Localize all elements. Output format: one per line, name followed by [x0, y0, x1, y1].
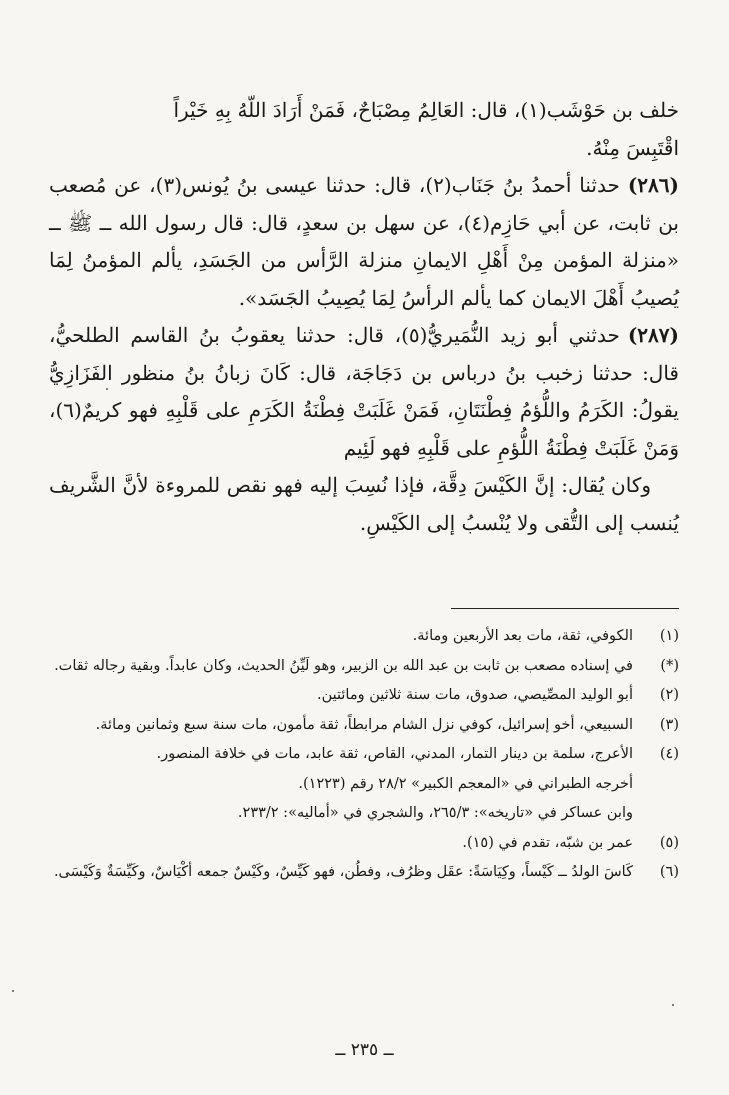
footnote [51, 711, 679, 741]
footnote [51, 622, 679, 652]
footnote-body [51, 740, 633, 829]
footnote-number: (٥) [659, 834, 679, 851]
footnotes [51, 622, 679, 888]
footnote-number: (٣) [659, 716, 679, 733]
footnote-number: (٤) [659, 746, 679, 762]
footnote-number: (٦) [659, 864, 679, 880]
entry-text: حدثنا أحمدُ بنُ جَنَاب(٢)، قال: حدثنا عيسى بنُ يُونس(٣)، عن مُصعب بن ثابت، عن أبي حَازِم(٤)، عن سهل بن سعدٍ، قال: قال رسول الله ــ ﷺ ــ «منزلة المؤمن مِنْ أَهْلِ الايمانِ منزلة الرَّأس من الجَسَدِ، يألم المؤمنُ لِمَا يُصيبُ أَهْلَ الايمان كما يألم الرأسُ لِمَا يُصِيبُ الجَسَد». [49, 173, 680, 310]
entry-number: (٢٨٦) [627, 173, 679, 197]
footnote-text: الأعرج، سلمة بن دينار التمار، المدني، القاص، ثقة عابد، مات في خلافة المنصور. [156, 746, 633, 762]
footnote-text: في إسناده مصعب بن ثابت بن عبد الله بن الزبير، وهو لَيِّنُ الحديث، وكان عابداً. وبقية رجاله ثقات. [54, 657, 633, 674]
footnote-number: (٢) [659, 687, 679, 703]
footnote-text: السبيعي، أخو إسرائيل، كوفي نزل الشام مرابطاً، ثقة مأمون، مات سنة سبع وثمانين ومائة. [95, 716, 633, 733]
footnote-text: كَاسَ الولدُ ــ كَيْساً، وكِيَاسَةً: عقَل وظرُف، وفطُن، فهو كَيِّسٌ، وكَيْسٌ جمعه أكْيَاسٌ، وكَيِّسَةٌ وَكَيْسَى. [53, 864, 633, 880]
entry-text: حدثني أبو زيد النُّمَيريُّ(٥)، قال: حدثنا يعقوبُ بنُ القاسم الطلحيُّ، قال: حدثنا زخبب بنُ درباس بن دَجَاجَة، قال: كَانَ زبانُ بنُ منظور الفَزَازِيُّ يقولُ: الكَرَمُ واللُّؤمُ فِطْنَتَانِ، فَمَنْ غَلَبَتْ فِطْنَةُ الكَرَمِ على قَلْبِهِ فهو كريمٌ(٦)، وَمَنْ غَلَبَتْ فِطْنَةُ اللُّؤمِ على قَلْبِهِ فهو لَئِيم [49, 323, 679, 460]
print-speck [12, 990, 14, 992]
footnote-text: الكوفي، ثقة، مات بعد الأربعين ومائة. [412, 628, 633, 644]
footnote [51, 681, 679, 711]
entry-286 [49, 167, 679, 317]
main-text [49, 92, 679, 542]
footnote-text: أبو الوليد المصِّيصي، صدوق، مات سنة ثلاثين ومائتين. [316, 687, 633, 703]
print-speck [672, 1004, 674, 1006]
intro-line-2: اقْتَبِسَ مِنْهُ. [586, 135, 679, 160]
footnote-text: عمر بن شبّه، تقدم في (١٥). [462, 834, 633, 851]
closing-paragraph: وكان يُقال: إنَّ الكَيْسَ دِقَّة، فإذا نُسِبَ إليه فهو نقص للمروءة لأنَّ الشَّريف يُنسب إلى التُّقى ولا يُنْسبُ إلى الكَيْسِ. [49, 473, 679, 535]
footnote [51, 858, 679, 888]
footnote-number: (١) [659, 628, 679, 644]
intro-line-1: خلف بن حَوْشَب(١)، قال: العَالِمُ مِصْبَاحٌ، فَمَنْ أَرَادَ اللّهُ بِهِ خَيْراً [173, 98, 679, 122]
page-number: ــ ٢٣٥ ــ [335, 1040, 394, 1060]
entry-287 [49, 317, 679, 467]
footnote-extra-line: وابن عساكر في «تاريخه»: ٢٦٥/٣، والشجري في «أماليه»: ٢٣٣/٢. [237, 805, 633, 821]
footnote-divider [451, 608, 679, 609]
footnote [51, 652, 679, 682]
footnote [51, 740, 679, 829]
footnote [51, 829, 679, 859]
footnote-extra-line: أخرجه الطبراني في «المعجم الكبير» ٢٨/٢ رقم (١٢٢٣). [298, 775, 633, 792]
print-speck [106, 388, 108, 390]
footnote-number: (*) [660, 657, 679, 674]
entry-number: (٢٨٧) [627, 323, 679, 347]
